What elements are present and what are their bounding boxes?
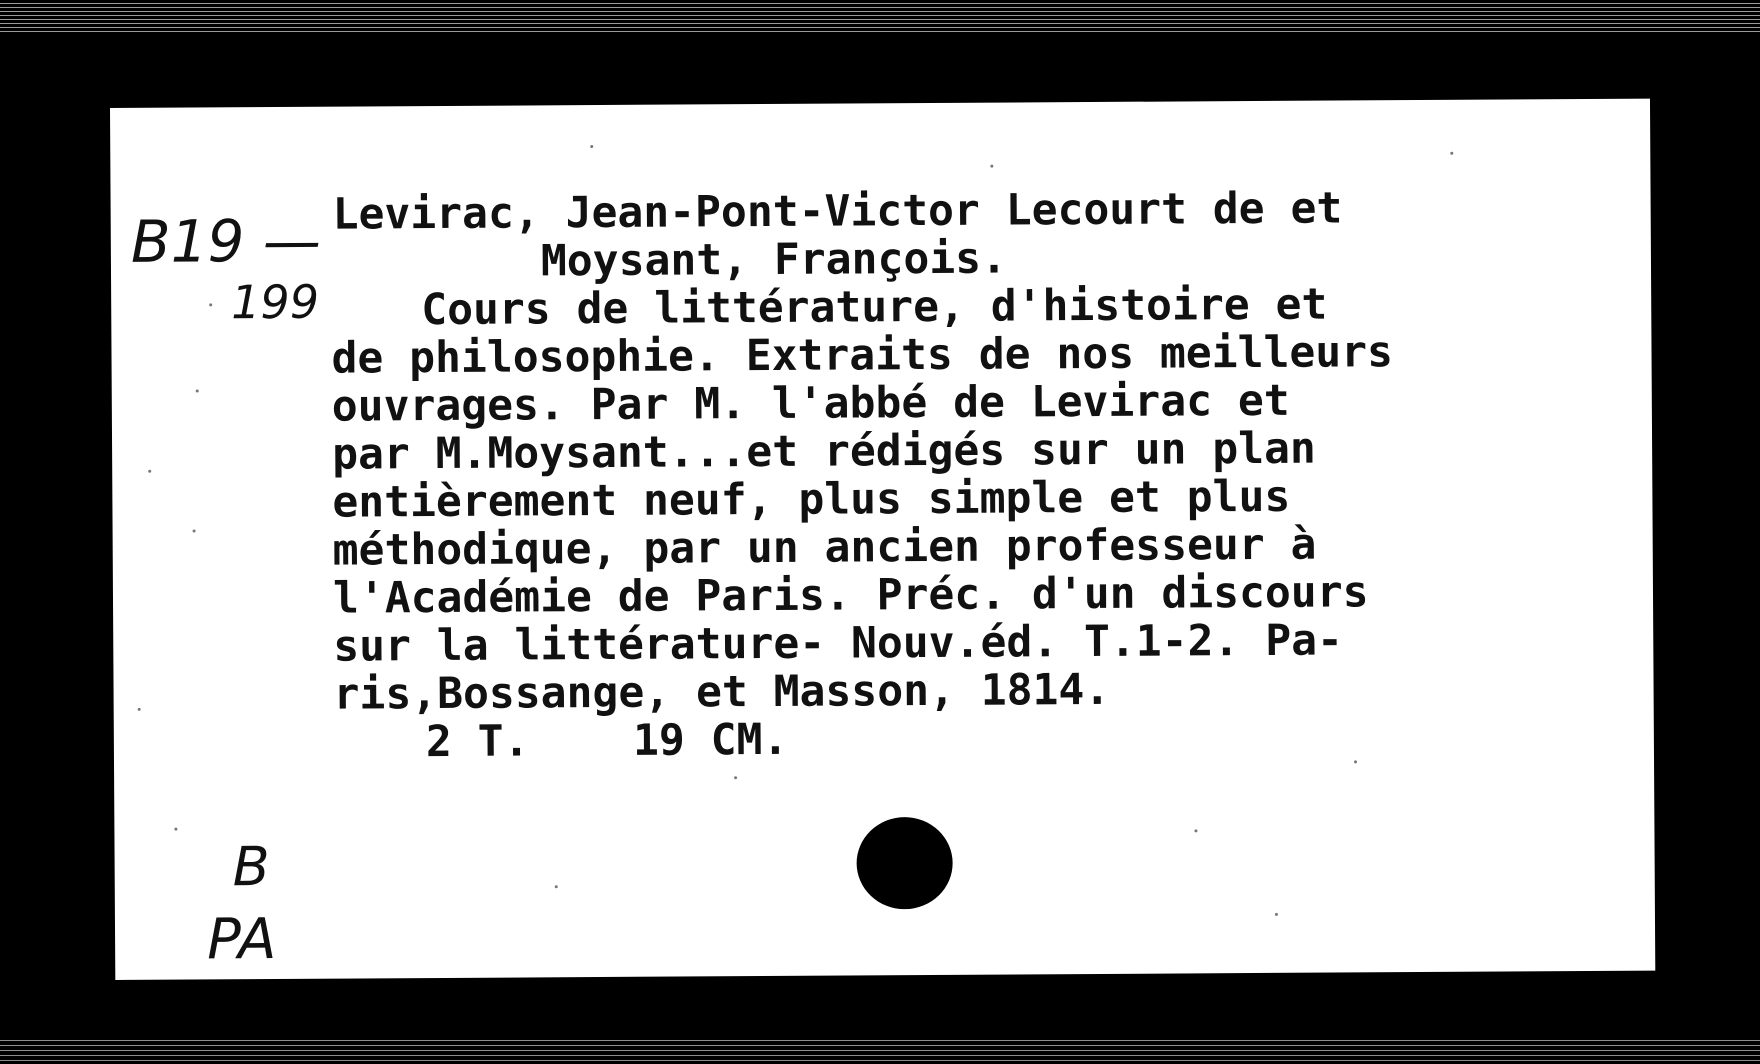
author-line: Levirac, Jean-Pont-Victor Lecourt de et [332, 183, 1343, 240]
call-number-top: B19 — [130, 206, 322, 276]
title-line: ouvrages. Par M. l'abbé de Levirac et [331, 375, 1290, 432]
speck [174, 828, 177, 831]
collation-line: 2 T. 19 CM. [425, 714, 789, 768]
scanner-border-top [0, 0, 1760, 34]
speck [555, 885, 558, 888]
speck [196, 389, 199, 392]
speck [1194, 829, 1197, 832]
speck [148, 470, 151, 473]
scanner-border-bottom [0, 1036, 1760, 1064]
imprint-line: ris,Bossange, et Masson, 1814. [333, 664, 1111, 720]
catalog-card [110, 99, 1655, 980]
title-line: Cours de littérature, d'histoire et [421, 279, 1328, 336]
punch-hole [856, 817, 953, 910]
title-line: entièrement neuf, plus simple et plus [332, 471, 1291, 528]
speck [1275, 913, 1278, 916]
speck [1450, 152, 1453, 155]
location-mark-pa: PA [206, 906, 277, 973]
location-mark-b: B [232, 835, 270, 899]
speck [734, 776, 737, 779]
call-number-bottom: 199 [231, 274, 320, 330]
speck [193, 529, 196, 532]
title-line: l'Académie de Paris. Préc. d'un discours [332, 567, 1369, 624]
title-line: méthodique, par un ancien professeur à [332, 519, 1317, 576]
author-line-continued: Moysant, François. [540, 233, 1008, 287]
speck [990, 165, 993, 168]
title-line: sur la littérature- Nouv.éd. T.1-2. Pa- [333, 615, 1344, 672]
speck [209, 303, 212, 306]
title-line: par M.Moysant...et rédigés sur un plan [331, 423, 1317, 480]
speck [590, 145, 593, 148]
speck [138, 708, 141, 711]
title-line: de philosophie. Extraits de nos meilleurs [331, 327, 1394, 384]
speck [1354, 760, 1357, 763]
